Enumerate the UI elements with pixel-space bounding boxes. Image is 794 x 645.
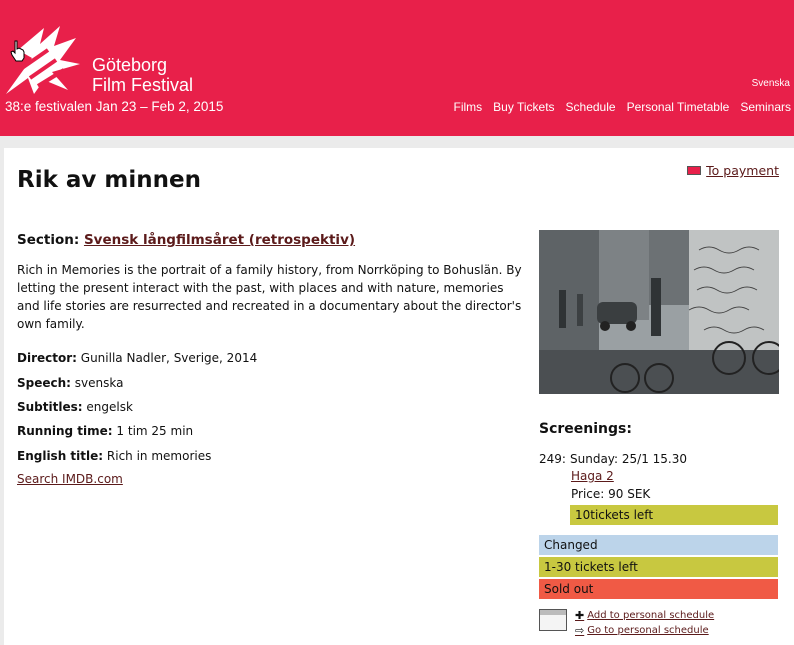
meta-director [17,351,517,365]
meta-speech-value: svenska [74,376,124,390]
screening-date: Sunday: 25/1 15.30 [570,452,687,466]
section-label: Section: [17,232,80,248]
festival-dates: 38:e festivalen Jan 23 – Feb 2, 2015 [5,99,224,114]
screening-price: Price: 90 SEK [571,487,651,501]
meta-subtitles-value: engelsk [86,400,133,414]
legend-changed: Changed [539,535,778,555]
section-link[interactable]: Svensk långfilmsåret (retrospektiv) [83,232,356,248]
meta-english-title [17,449,517,463]
meta-subtitles-label: Subtitles: [17,400,83,414]
film-content [4,148,794,645]
to-payment-link[interactable] [687,163,779,178]
plus-icon: ✚ [575,609,585,622]
film-description: Rich in Memories is the portrait of a family history, from Norrköping to Bohuslän. By letting the present interact with the past, with places and with nature, memories and life stories are resurrected and recreated in a documentary about the director's own family. [17,263,522,331]
go-to-schedule-label: Go to personal schedule [587,625,709,636]
arrow-right-icon: ⇨ [575,624,585,637]
nav-personal-timetable[interactable]: Personal Timetable [626,100,730,114]
language-link[interactable]: Svenska [751,78,790,89]
to-payment-label: To payment [706,163,779,178]
brand-line-2: Film Festival [92,75,194,95]
meta-english-title-label: English title: [17,449,104,463]
nav-schedule[interactable]: Schedule [565,100,616,114]
meta-speech [17,376,517,390]
meta-speech-label: Speech: [17,376,71,390]
add-to-schedule-label: Add to personal schedule [587,610,715,621]
nav-buy-tickets[interactable]: Buy Tickets [493,100,555,114]
screenings-title: Screenings: [539,421,632,437]
legend-some-tickets-left: 1-30 tickets left [539,557,778,577]
film-still-image [539,230,779,394]
screening-tickets-button[interactable]: 10tickets left [570,505,778,525]
brand-name[interactable] [92,55,193,95]
meta-director-label: Director: [17,351,77,365]
payment-card-icon [687,166,701,175]
add-to-schedule-link[interactable] [575,609,714,622]
screening-number: 249: [539,452,566,466]
meta-subtitles [17,400,517,414]
imdb-link[interactable]: Search IMDB.com [17,472,123,486]
meta-english-title-value: Rich in memories [106,449,212,463]
screening-venue-link[interactable]: Haga 2 [571,469,614,483]
nav-films[interactable]: Films [453,100,483,114]
film-section [17,232,355,248]
brand-line-1: Göteborg [92,55,168,75]
main-nav [454,100,792,114]
meta-running-time-value: 1 tim 25 min [116,424,194,438]
calendar-icon[interactable] [539,609,567,631]
mouse-pointer-icon [10,40,26,62]
site-header [0,0,794,136]
meta-director-value: Gunilla Nadler, Sverige, 2014 [80,351,258,365]
film-title: Rik av minnen [17,167,201,193]
meta-running-time [17,424,517,438]
meta-running-time-label: Running time: [17,424,113,438]
legend-sold-out: Sold out [539,579,778,599]
nav-seminars[interactable]: Seminars [740,100,791,114]
go-to-schedule-link[interactable] [575,624,709,637]
